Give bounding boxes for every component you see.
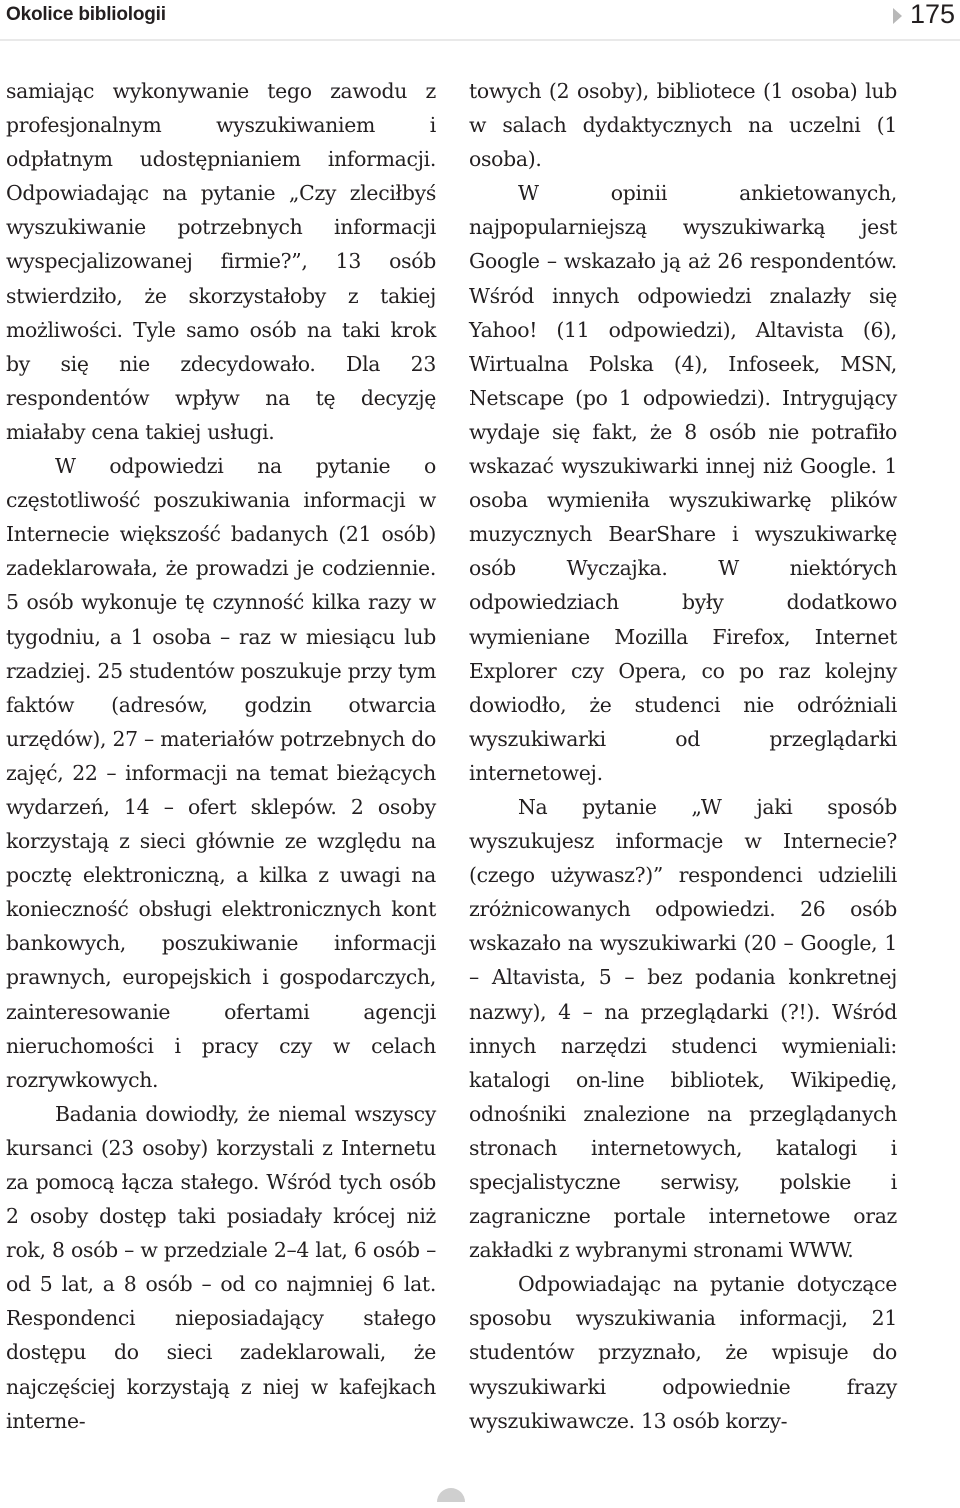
paragraph: Odpowiadając na pytanie dotyczące sposobu wyszukiwania informacji, 21 studentów przyznało, że wpisuje do wyszukiwarki odpowiednie frazy wyszukiwawcze. 13 osób korzy- xyxy=(469,1272,897,1433)
page-number: 175 xyxy=(910,0,956,29)
paragraph: W opinii ankietowanych, najpopularniejszą wyszukiwarką jest Google – wskazało ją aż 26 respondentów. Wśród innych odpowiedzi znalazły się Yahoo! (11 odpowiedzi), Altavista (6), Wirtualna Polska (4), Infoseek, MSN, Netscape (po 1 odpowiedzi). Intrygujący wydaje się fakt, że 8 osób nie potrafiło wskazać wyszukiwarki innej niż Google. 1 osoba wymieniła wyszukiwarkę plików muzycznych BearShare i wyszukiwarkę osób Wyczajka. W niektórych odpowiedziach były dodatkowo wymieniane Mozilla Firefox, Internet Explorer czy Opera, co po raz kolejny dowiodło, że studenci nie odróżniali wyszukiwarki od przeglądarki internetowej. xyxy=(469,181,897,785)
section-title: Okolice bibliologii xyxy=(6,4,166,25)
paragraph: W odpowiedzi na pytanie o częstotliwość poszukiwania informacji w Internecie większość badanych (21 osób) zadeklarowała, że prowadzi je codziennie. 5 osób wykonuje tę czynność kilka razy w tygodniu, a 1 osoba – raz w miesiącu lub rzadziej. 25 studentów poszukuje przy tym faktów (adresów, godzin otwarcia urzędów), 27 – materiałów potrzebnych do zajęć, 22 – informacji na temat bieżących wydarzeń, 14 – ofert sklepów. 2 osoby korzystają z sieci głównie ze względu na pocztę elektroniczną, a kilka z uwagi na konieczność obsługi elektronicznych kont bankowych, poszukiwanie informacji prawnych, europejskich i gospodarczych, zainteresowanie ofertami agencji nieruchomości i pracy czy w celach rozrywkowych. xyxy=(6,454,436,1092)
running-header xyxy=(0,0,960,40)
right-column xyxy=(469,74,897,1438)
page-marker-triangle-icon xyxy=(893,8,902,24)
paragraph: Na pytanie „W jaki sposób wyszukujesz informacje w Internecie? (czego używasz?)” respondenci udzielili zróżnicowanych odpowiedzi. 26 osób wskazało na wyszukiwarki (20 – Google, 1 – Altavista, 5 – bez podania konkretnej nazwy), 4 – na przeglądarki (?!). Wśród innych narzędzi studenci wymieniali: katalogi on-line bibliotek, Wikipedię, odnośniki znalezione na przeglądanych stronach internetowych, katalogi i specjalistyczne serwisy, polskie i zagraniczne portale internetowe oraz zakładki z wybranymi stronami WWW. xyxy=(469,794,897,1263)
paragraph: towych (2 osoby), bibliotece (1 osoba) lub w salach dydaktycznych na uczelni (1 osoba). xyxy=(469,79,897,172)
left-column xyxy=(6,74,436,1438)
footer-mark xyxy=(437,1488,465,1502)
paragraph: samiając wykonywanie tego zawodu z profesjonalnym wyszukiwaniem i odpłatnym udostępnianiem informacji. Odpowiadając na pytanie „Czy zleciłbyś wyszukiwanie potrzebnych informacji wyspecjalizowanej firmie?”, 13 osób stwierdziło, że skorzystałoby z takiej możliwości. Tyle samo osób na taki krok by się nie zdecydowało. Dla 23 respondentów wpływ na tę decyzję miałaby cena takiej usługi. xyxy=(6,79,436,444)
paragraph: Badania dowiodły, że niemal wszyscy kursanci (23 osoby) korzystali z Internetu za pomocą łącza stałego. Wśród tych osób 2 osoby dostęp taki posiadały krócej niż rok, 8 osób – w przedziale 2–4 lat, 6 osób – od 5 lat, a 8 osób – od co najmniej 6 lat. Respondenci nieposiadający stałego dostępu do sieci zadeklarowali, że najczęściej korzystają z niej w kafejkach interne- xyxy=(6,1101,436,1433)
header-rule xyxy=(0,39,960,41)
